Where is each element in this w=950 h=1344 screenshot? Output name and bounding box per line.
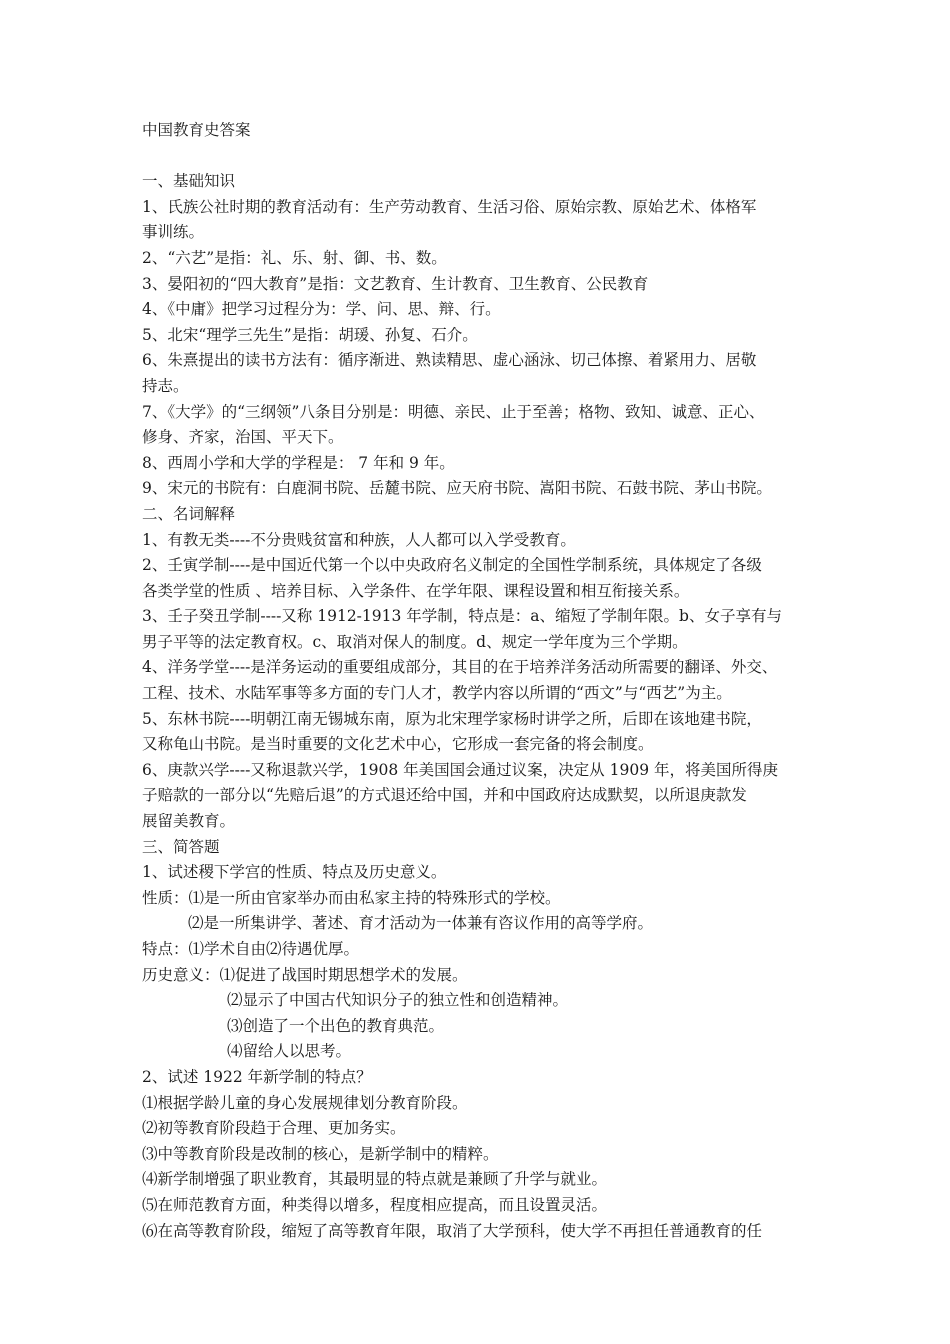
text-line: ⑷留给人以思考。 <box>227 1042 352 1061</box>
text-line: 3、壬子癸丑学制----又称 1912-1913 年学制，特点是：a、缩短了学制年限。b、女子享有与 <box>142 607 782 626</box>
text-line: 3、晏阳初的“四大教育”是指：文艺教育、生计教育、卫生教育、公民教育 <box>142 274 649 293</box>
text-line: ⑵是一所集讲学、著述、育才活动为一体兼有咨议作用的高等学府。 <box>188 914 654 933</box>
text-line: 2、“六艺”是指：礼、乐、射、御、书、数。 <box>142 248 447 267</box>
text-line: 各类学堂的性质 、培养目标、入学条件、在学年限、课程设置和相互衔接关系。 <box>142 581 690 600</box>
text-line: 二、名词解释 <box>142 504 236 523</box>
text-line: ⑹在高等教育阶段，缩短了高等教育年限，取消了大学预科，使大学不再担任普通教育的任 <box>142 1221 763 1240</box>
text-line: 5、东林书院----明朝江南无锡城东南，原为北宋理学家杨时讲学之所，后即在该地建书院， <box>142 709 762 728</box>
text-line: 一、基础知识 <box>142 172 236 191</box>
text-line: 8、西周小学和大学的学程是： 7 年和 9 年。 <box>142 453 455 472</box>
text-line: ⑶创造了一个出色的教育典范。 <box>227 1016 445 1035</box>
text-line: 7、《大学》的“三纲领”八条目分别是：明德、亲民、止于至善；格物、致知、诚意、正心、 <box>142 402 765 421</box>
text-line: 性质：⑴是一所由官家举办而由私家主持的特殊形式的学校。 <box>142 888 561 907</box>
text-line: 6、朱熹提出的读书方法有：循序渐进、熟读精思、虚心涵泳、切己体擦、着紧用力、居敬 <box>142 351 757 370</box>
text-line: 子赔款的一部分以“先赔后退”的方式退还给中国，并和中国政府达成默契，以所退庚款发 <box>142 786 747 805</box>
text-line: ⑵显示了中国古代知识分子的独立性和创造精神。 <box>227 991 569 1010</box>
text-line: 修身、齐家，治国、平天下。 <box>142 428 344 447</box>
text-line: 2、壬寅学制----是中国近代第一个以中央政府名义制定的全国性学制系统，具体规定了各级 <box>142 556 762 575</box>
text-line: ⑴根据学龄儿童的身心发展规律划分教育阶段。 <box>142 1093 468 1112</box>
text-line: 历史意义：⑴促进了战国时期思想学术的发展。 <box>142 965 468 984</box>
text-line: 4、《中庸》把学习过程分为：学、问、思、辩、行。 <box>142 300 501 319</box>
text-line: 6、庚款兴学----又称退款兴学，1908 年美国国会通过议案，决定从 1909 年，将美国所得庚 <box>142 760 778 779</box>
text-line: 2、试述 1922 年新学制的特点？ <box>142 1067 372 1086</box>
text-line: 男子平等的法定教育权。c、取消对保人的制度。d、规定一学年度为三个学期。 <box>142 632 688 651</box>
text-line: 持志。 <box>142 376 189 395</box>
text-line: 又称龟山书院。是当时重要的文化艺术中心，它形成一套完备的将会制度。 <box>142 735 654 754</box>
text-line: 展留美教育。 <box>142 812 236 831</box>
text-line: 三、简答题 <box>142 837 220 856</box>
text-line: 4、洋务学堂----是洋务运动的重要组成部分，其目的在于培养洋务活动所需要的翻译、外交、 <box>142 658 778 677</box>
text-line: ⑸在师范教育方面，种类得以增多，程度相应提高，而且设置灵活。 <box>142 1195 608 1214</box>
text-line: 1、试述稷下学宫的性质、特点及历史意义。 <box>142 863 447 882</box>
text-line: ⑷新学制增强了职业教育，其最明显的特点就是兼顾了升学与就业。 <box>142 1170 608 1189</box>
document-lines <box>142 169 814 1244</box>
document-title: 中国教育史答案 <box>142 121 251 139</box>
document-body <box>142 118 814 1244</box>
text-line: ⑶中等教育阶段是改制的核心，是新学制中的精粹。 <box>142 1144 499 1163</box>
text-line: 1、有教无类----不分贵贱贫富和种族，人人都可以入学受教育。 <box>142 530 576 549</box>
text-line: 工程、技术、水陆军事等多方面的专门人才，教学内容以所谓的“西文”与“西艺”为主。 <box>142 684 732 703</box>
text-line: 特点：⑴学术自由⑵待遇优厚。 <box>142 940 360 958</box>
text-line: 5、北宋“理学三先生”是指：胡瑗、孙复、石介。 <box>142 325 478 344</box>
text-line: 1、氏族公社时期的教育活动有：生产劳动教育、生活习俗、原始宗教、原始艺术、体格军 <box>142 197 757 216</box>
text-line: ⑵初等教育阶段趋于合理、更加务实。 <box>142 1119 406 1138</box>
text-line: 9、宋元的书院有：白鹿洞书院、岳麓书院、应天府书院、嵩阳书院、石鼓书院、茅山书院。 <box>142 479 772 498</box>
text-line: 事训练。 <box>142 223 205 242</box>
